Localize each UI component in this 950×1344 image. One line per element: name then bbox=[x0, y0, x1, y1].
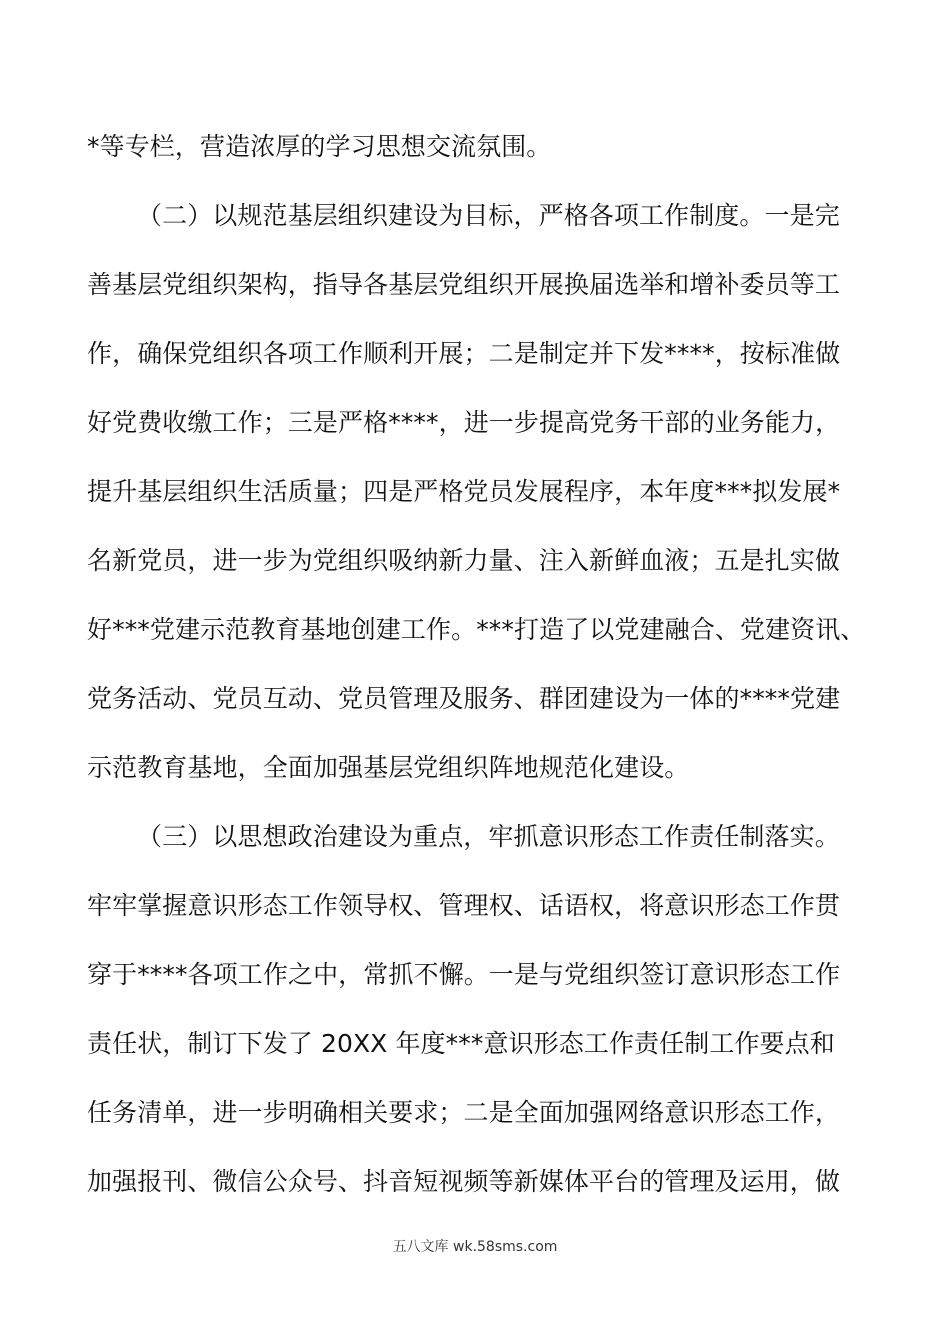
text-line-9: 党务活动、党员互动、党员管理及服务、群团建设为一体的****党建 bbox=[87, 684, 841, 713]
text-line-16: 加强报刊、微信公众号、抖音短视频等新媒体平台的管理及运用，做 bbox=[87, 1167, 841, 1196]
text-line-14: 责任状，制订下发了 20XX 年度***意识形态工作责任制工作要点和 bbox=[87, 1029, 835, 1058]
text-line-5: 好党费收缴工作；三是严格****，进一步提高党务干部的业务能力， bbox=[87, 408, 841, 437]
text-line-1: *等专栏，营造浓厚的学习思想交流氛围。 bbox=[87, 132, 552, 161]
text-line-13: 穿于****各项工作之中，常抓不懈。一是与党组织签订意识形态工作 bbox=[87, 960, 841, 989]
text-line-7: 名新党员，进一步为党组织吸纳新力量、注入新鲜血液；五是扎实做 bbox=[87, 546, 841, 575]
text-line-6: 提升基层组织生活质量；四是严格党员发展程序，本年度***拟发展* bbox=[87, 477, 841, 506]
text-line-4: 作，确保党组织各项工作顺利开展；二是制定并下发****，按标准做 bbox=[87, 339, 841, 368]
paragraph-2-heading-line: （二）以规范基层组织建设为目标，严格各项工作制度。一是完 bbox=[137, 201, 840, 230]
paragraph-3-heading-line: （三）以思想政治建设为重点，牢抓意识形态工作责任制落实。 bbox=[137, 822, 840, 851]
footer-watermark: 五八文库 wk.58sms.com bbox=[392, 1239, 558, 1255]
text-line-15: 任务清单，进一步明确相关要求；二是全面加强网络意识形态工作， bbox=[87, 1098, 841, 1127]
text-line-3: 善基层党组织架构，指导各基层党组织开展换届选举和增补委员等工 bbox=[87, 270, 841, 299]
text-line-12: 牢牢掌握意识形态工作领导权、管理权、话语权，将意识形态工作贯 bbox=[87, 891, 841, 920]
text-line-8: 好***党建示范教育基地创建工作。***打造了以党建融合、党建资讯、 bbox=[87, 615, 866, 644]
text-line-10: 示范教育基地，全面加强基层党组织阵地规范化建设。 bbox=[87, 753, 690, 782]
